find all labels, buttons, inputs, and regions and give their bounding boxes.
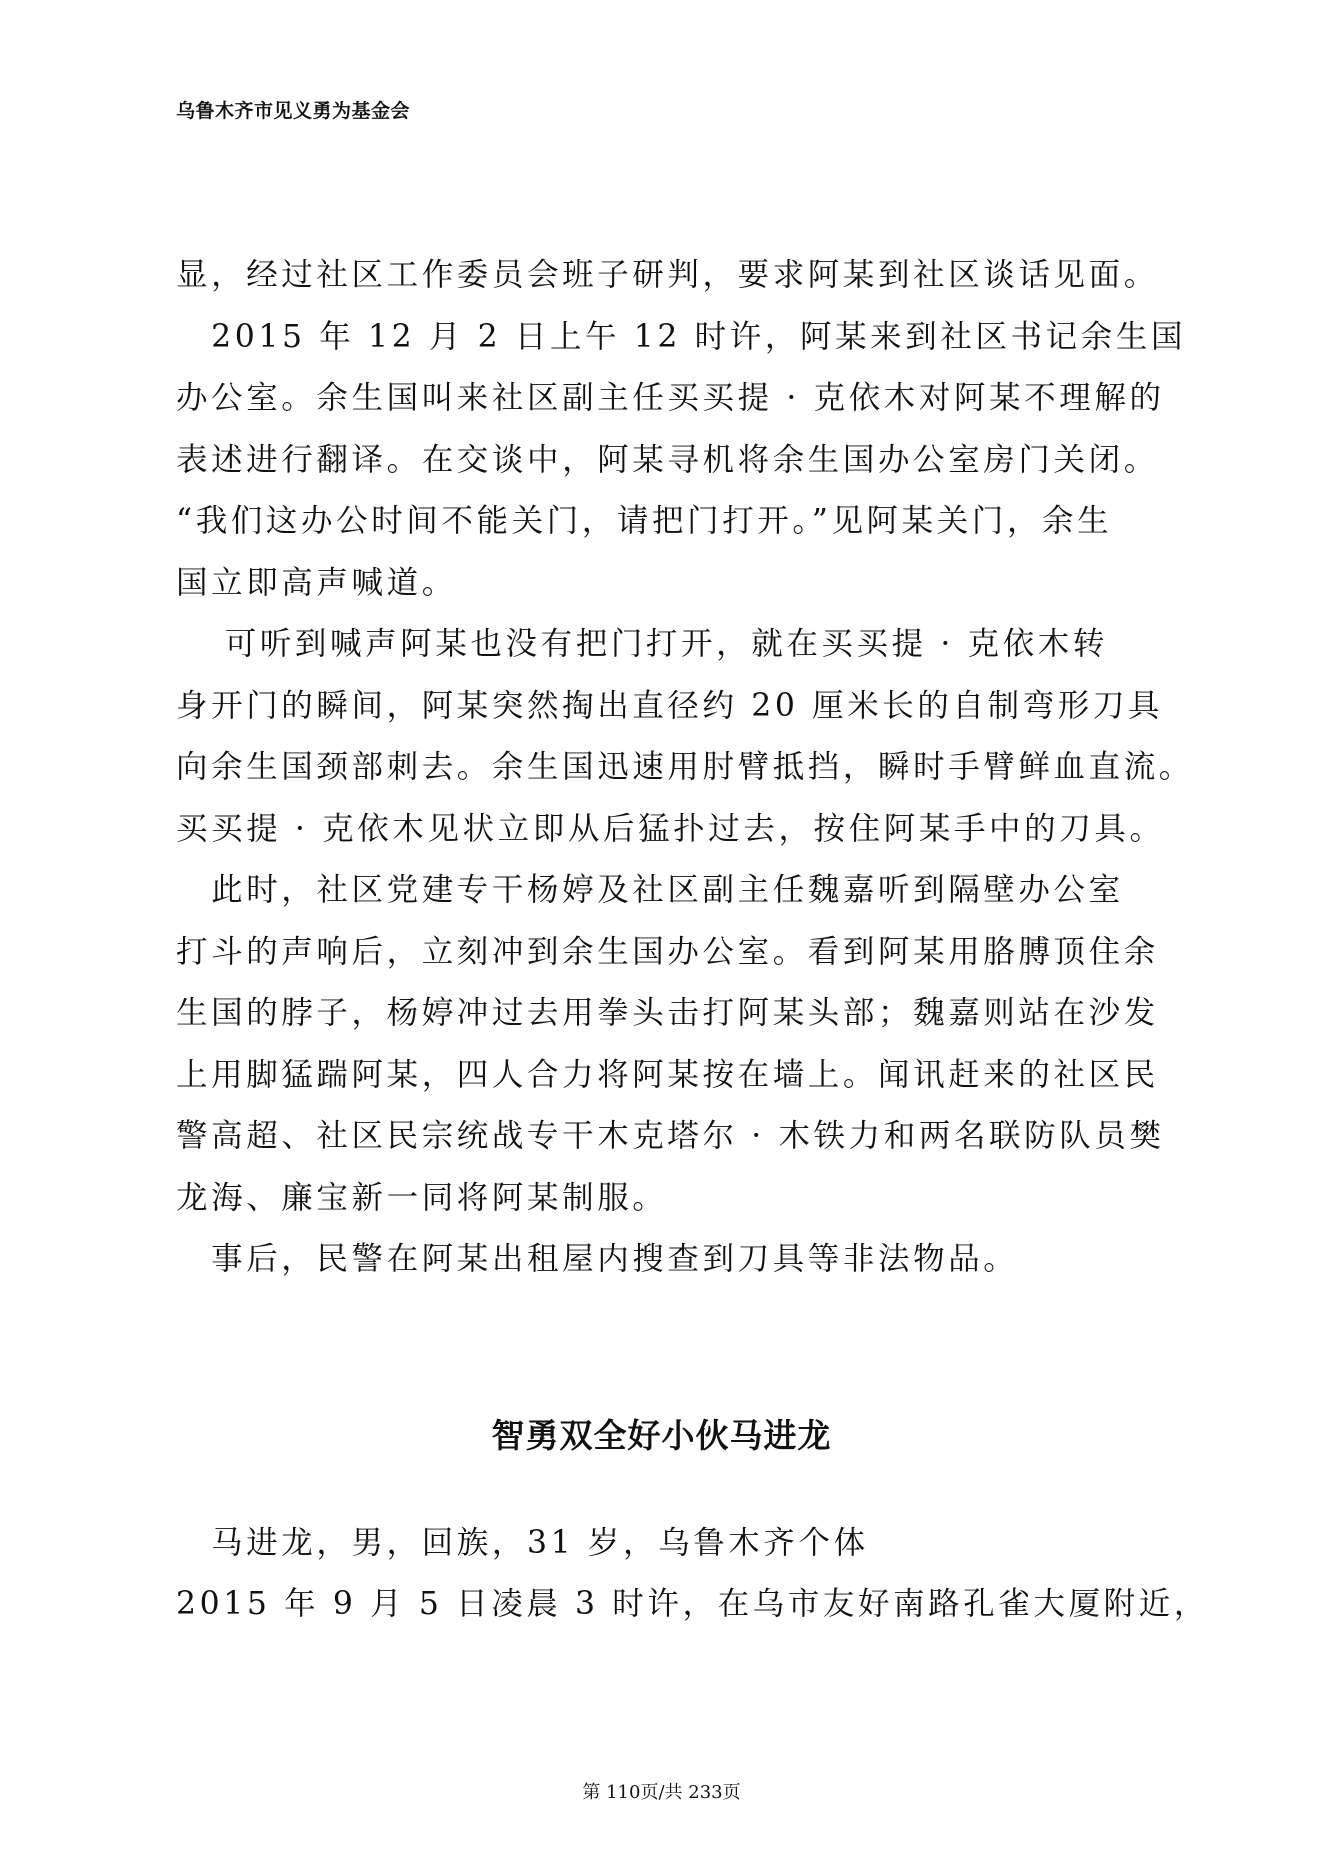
body-text <box>176 245 1194 1291</box>
body-line: 办公室。余生国叫来社区副主任买买提 · 克依木对阿某不理解的 <box>176 380 1165 416</box>
paragraph-line: 2015 年 9 月 5 日凌晨 3 时许，在乌市友好南路孔雀大厦附近， <box>176 1586 1209 1622</box>
body-line: 买买提 · 克依木见状立即从后猛扑过去，按住阿某手中的刀具。 <box>176 810 1165 847</box>
body-line: 此时，社区党建专干杨婷及社区副主任魏嘉听到隔壁办公室 <box>176 872 1124 908</box>
body-line: 龙海、廉宝新一同将阿某制服。 <box>176 1179 668 1216</box>
body-line: 可听到喊声阿某也没有把门打开，就在买买提 · 克依木转 <box>176 626 1108 662</box>
body-line: 表述进行翻译。在交谈中，阿某寻机将余生国办公室房门关闭。 <box>176 441 1159 478</box>
body-line: 事后，民警在阿某出租屋内搜查到刀具等非法物品。 <box>176 1241 1019 1277</box>
body-line: 打斗的声响后，立刻冲到余生国办公室。看到阿某用胳膊顶住余 <box>176 933 1159 970</box>
body-line: 国立即高声喊道。 <box>176 564 457 601</box>
body-line: 向余生国颈部刺去。余生国迅速用肘臂抵挡，瞬时手臂鲜血直流。 <box>176 749 1194 785</box>
section-title: 智勇双全好小伙马进龙 <box>491 1416 832 1455</box>
body-line: 身开门的瞬间，阿某突然掏出直径约 20 厘米长的自制弯形刀具 <box>176 687 1164 724</box>
page-number: 第 110页/共 233页 <box>582 1782 741 1803</box>
page-header: 乌鲁木齐市见义勇为基金会 <box>176 100 411 122</box>
body-line: “我们这办公时间不能关门，请把门打开。”见阿某关门，余生 <box>176 503 1113 539</box>
body-line: 2015 年 12 月 2 日上午 12 时许，阿某来到社区书记余生国 <box>176 318 1187 355</box>
profile-line: 马进龙，男，回族，31 岁，乌鲁木齐个体 <box>176 1525 869 1561</box>
body-line: 显，经过社区工作委员会班子研判，要求阿某到社区谈话见面。 <box>176 257 1159 293</box>
body-line: 警高超、社区民宗统战专干木克塔尔 · 木铁力和两名联防队员樊 <box>176 1118 1165 1154</box>
body-line: 生国的脖子，杨婷冲过去用拳头击打阿某头部；魏嘉则站在沙发 <box>176 995 1159 1031</box>
body-line: 上用脚猛踹阿某，四人合力将阿某按在墙上。闻讯赶来的社区民 <box>176 1056 1159 1093</box>
